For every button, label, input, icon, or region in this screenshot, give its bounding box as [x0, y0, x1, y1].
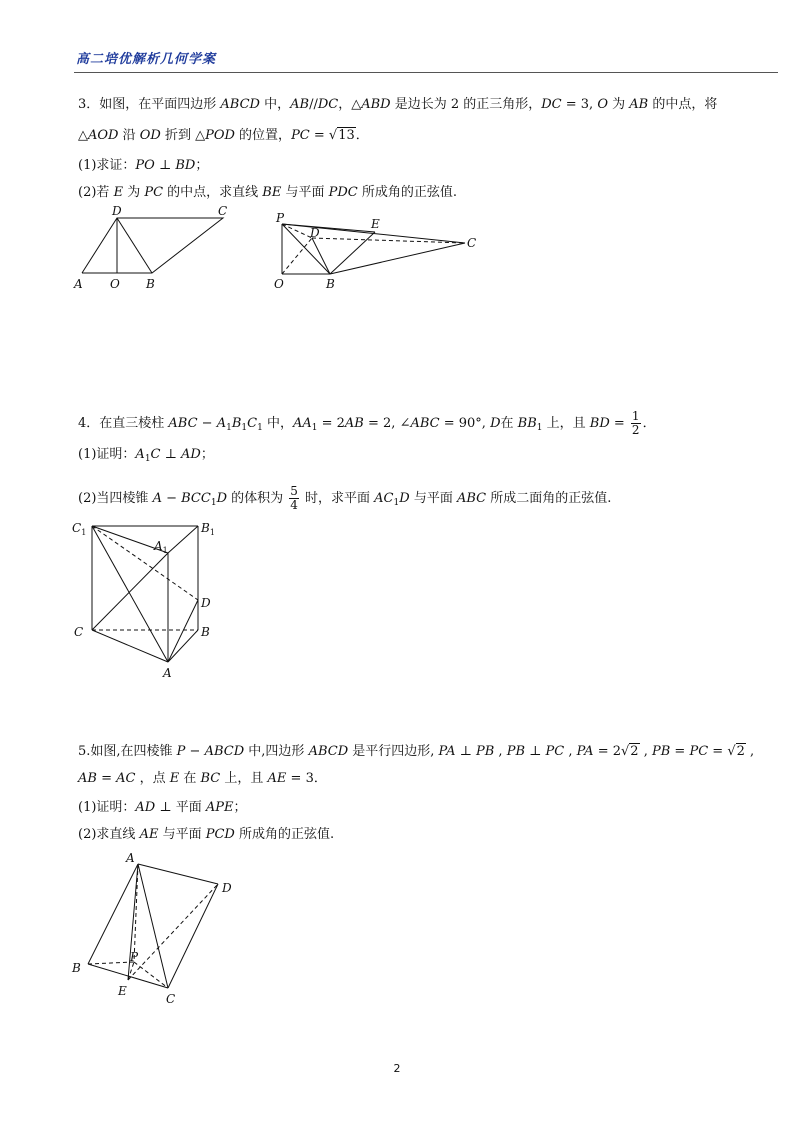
problem-5-part-2: (2)求直线 AE 与平面 PCD 所成角的正弦值. — [78, 827, 335, 842]
problem-3-line-1: 3．如图，在平面四边形 ABCD 中，AB//DC，△ABD 是边长为 2 的正三角形，DC = 3, O 为 AB 的中点，将 — [78, 97, 718, 112]
problem-4-figure — [68, 516, 228, 682]
label-D4: D — [201, 596, 211, 610]
problem-3-figure-1 — [70, 204, 240, 294]
label-D5: D — [222, 881, 232, 895]
label-C5: C — [166, 992, 176, 1006]
page-number: 2 — [393, 1062, 401, 1075]
label-P5: P — [130, 950, 139, 964]
problem-3-figure-2 — [270, 212, 485, 294]
problem-5-figure — [68, 850, 248, 1010]
label-A1: $A_1$ — [154, 539, 168, 555]
label-D: D — [112, 204, 122, 218]
problem-5-line-2: AB = AC ，点 E 在 BC 上，且 AE = 3． — [78, 771, 327, 786]
label-P: P — [276, 211, 285, 225]
label-E: E — [371, 217, 380, 231]
problem-3-part-1: (1)求证：PO ⊥ BD； — [78, 158, 209, 173]
label-B2: B — [326, 277, 335, 291]
problem-3-part-2: (2)若 E 为 PC 的中点，求直线 BE 与平面 PDC 所成角的正弦值. — [78, 185, 457, 200]
label-O: O — [110, 277, 120, 291]
problem-5-part-1: (1)证明：AD ⊥ 平面 APE； — [78, 800, 247, 815]
label-C2: C — [467, 236, 477, 250]
label-A4: A — [163, 666, 172, 680]
problem-4-part-2: (2)当四棱锥 $A - BCC_1D$ 的体积为 $\frac{5}{4}$ 时，求平面 $AC_1D$ 与平面 ABC 所成二面角的正弦值. — [78, 484, 612, 512]
problem-4-line-1: 4．在直三棱柱 ABC − $A_1B_1C_1$ 中，$AA_1 = 2AB = 2$, ∠ABC = 90°, D在 $BB_1$ 上，且 BD = $\frac{1}{2}$ ． — [78, 409, 656, 437]
problem-3-line-2: △AOD 沿 OD 折到 △POD 的位置，PC = √13． — [78, 128, 369, 143]
label-B: B — [146, 277, 155, 291]
label-O2: O — [274, 277, 284, 291]
problem-4-part-1: (1)证明：$A_1C$ ⊥ AD； — [78, 447, 214, 464]
problem-5-line-1: 5.如图,在四棱锥 P − ABCD 中,四边形 ABCD 是平行四边形, PA ⊥ PB , PB ⊥ PC , PA = 2√2 , PB = PC = √2 , — [78, 744, 755, 759]
label-B1: $B_1$ — [201, 521, 215, 537]
header-title: 高二培优解析几何学案 — [76, 52, 217, 67]
label-C4: C — [74, 625, 84, 639]
label-D2: D — [310, 226, 320, 240]
label-C1: $C_1$ — [72, 521, 87, 537]
label-A: A — [74, 277, 83, 291]
label-B4: B — [201, 625, 210, 639]
label-B5: B — [72, 961, 81, 975]
label-C: C — [218, 204, 228, 218]
label-E5: E — [118, 984, 127, 998]
label-A5: A — [126, 851, 135, 865]
header-rule — [74, 72, 778, 73]
